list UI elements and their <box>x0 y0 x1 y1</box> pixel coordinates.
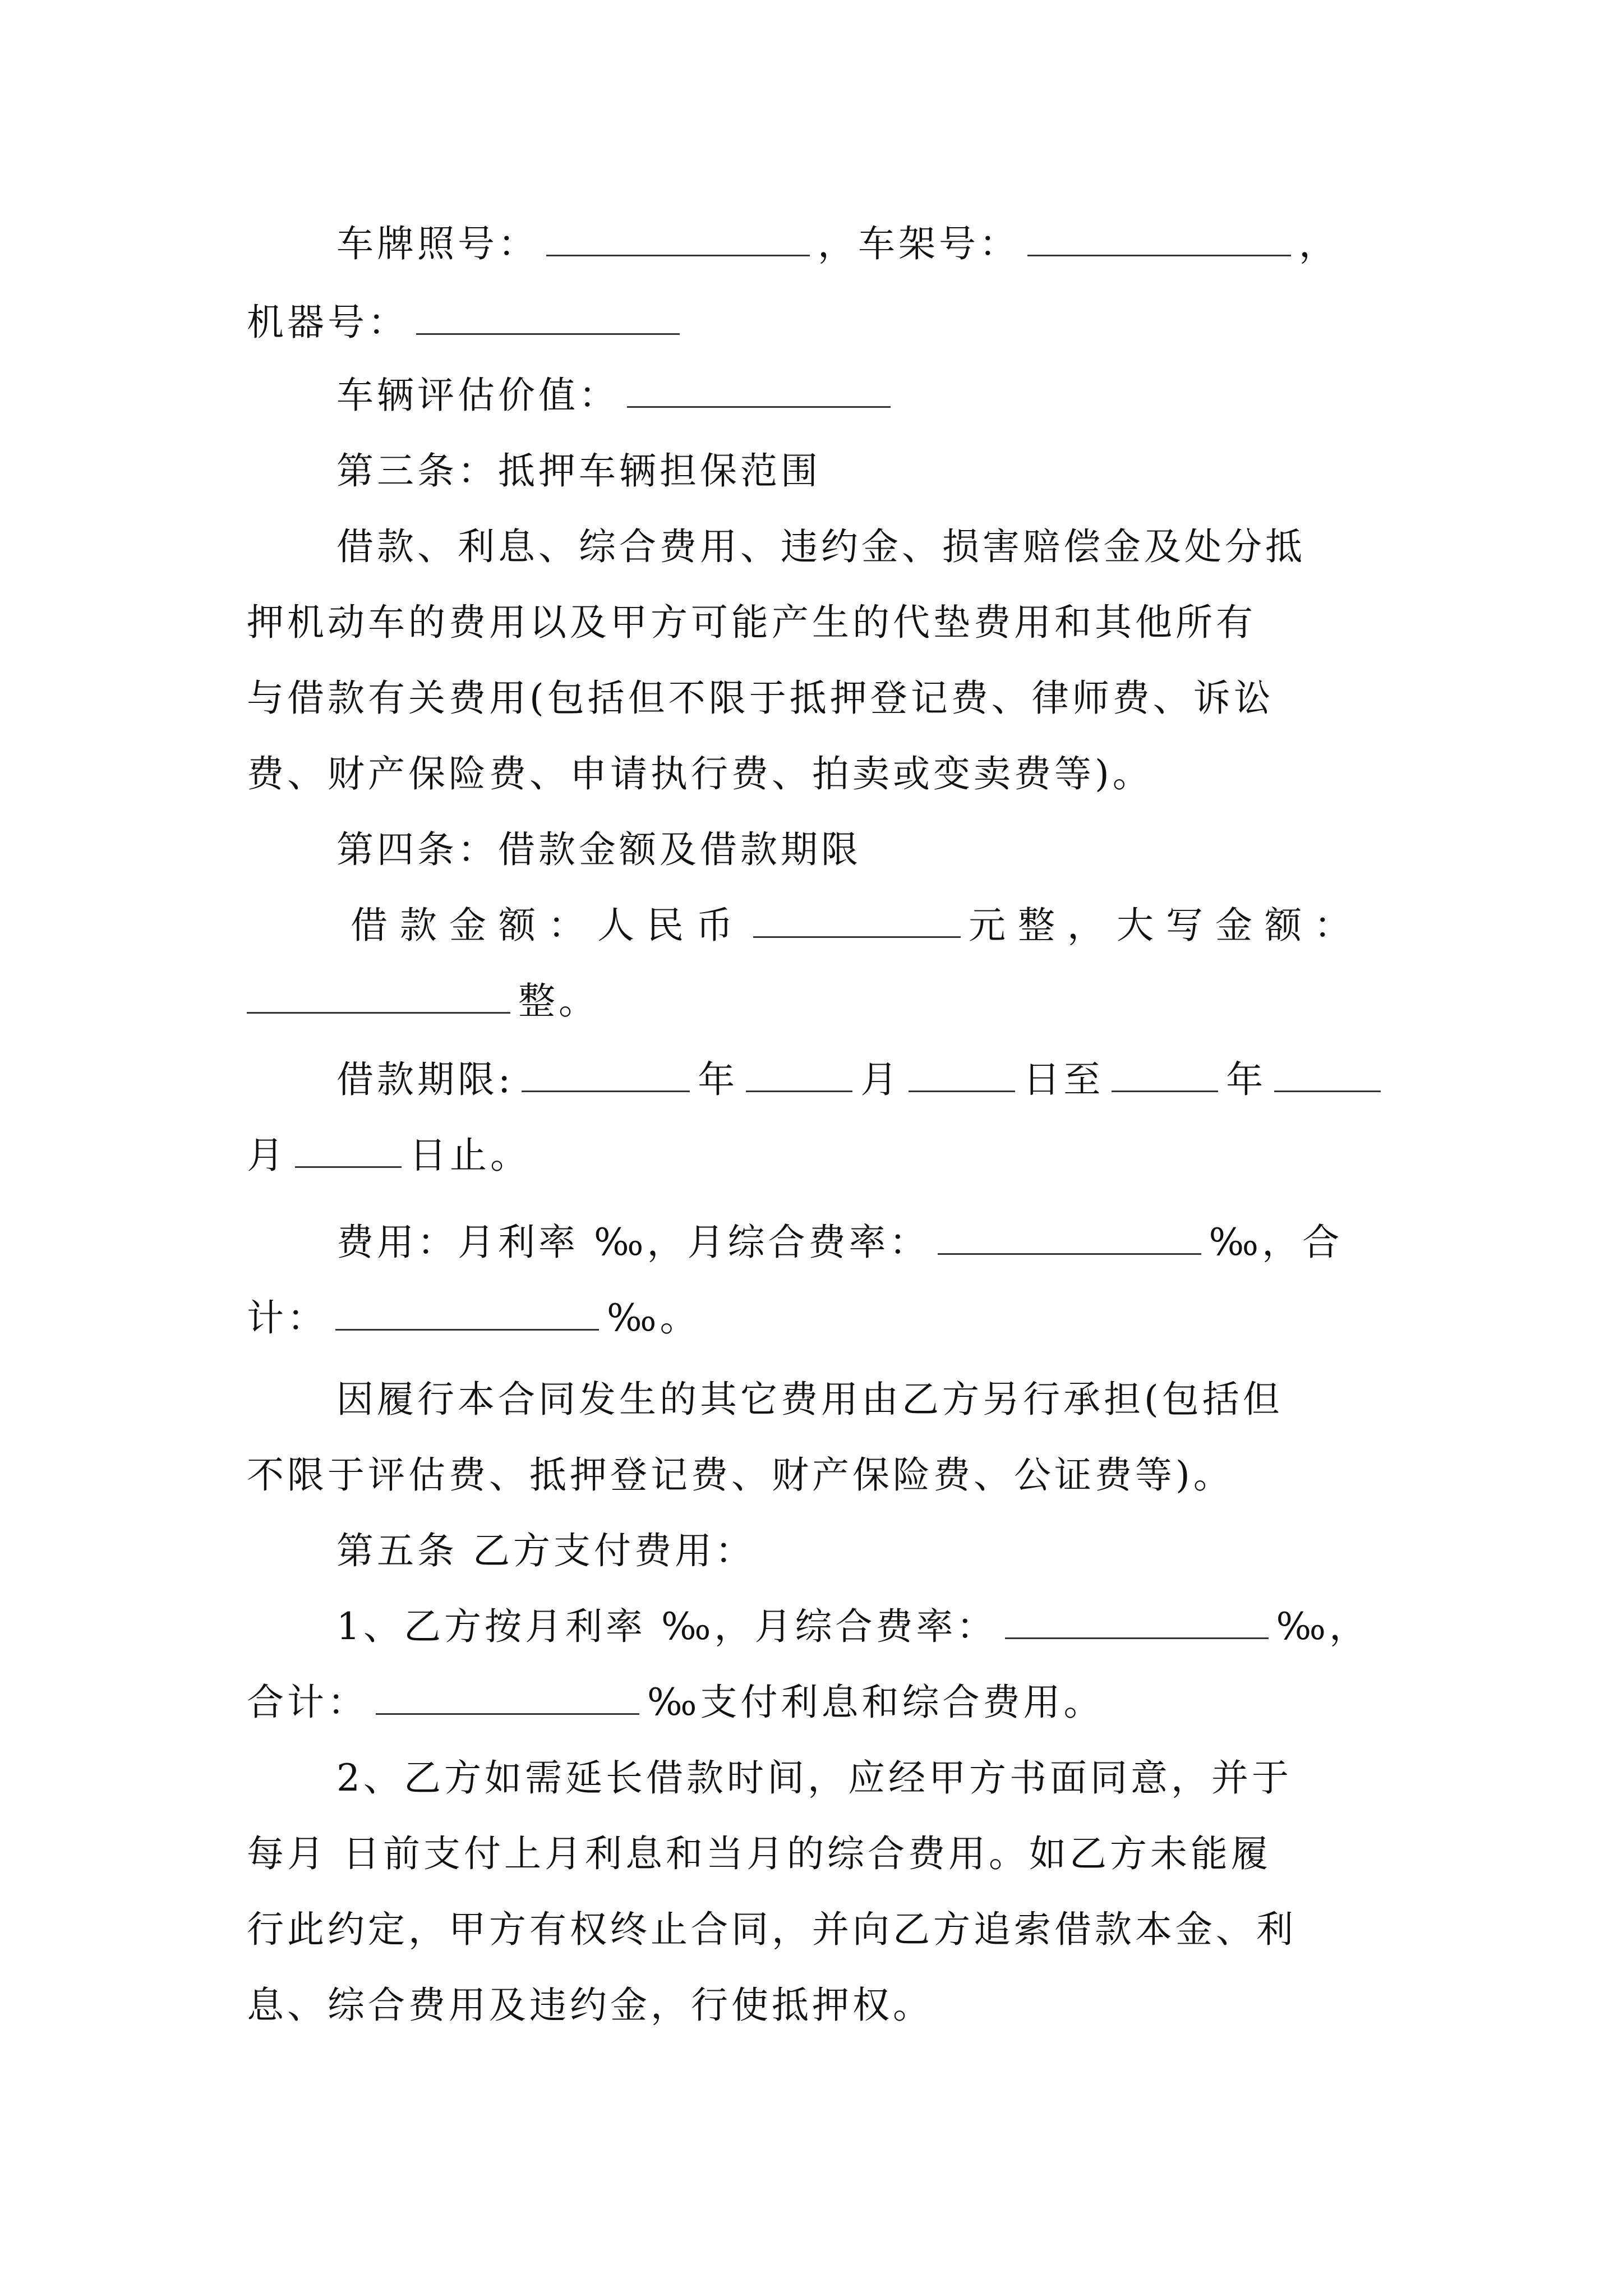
label-year: 年 <box>1226 1058 1267 1101</box>
label-plate-number: 车牌照号： <box>336 222 538 265</box>
label-amount-in-words: 元整，大写金额： <box>969 904 1363 947</box>
line-loan-amount <box>351 898 1363 954</box>
line-loan-term <box>336 1052 1389 1108</box>
blank-plate-number <box>546 220 810 256</box>
label-year: 年 <box>698 1058 739 1101</box>
blank-end-month <box>1274 1056 1381 1092</box>
label-total: 计： <box>247 1296 328 1340</box>
paragraph-line: 费、财产保险费、申请执行费、拍卖或变卖费等)。 <box>247 752 1153 795</box>
blank-start-day <box>909 1056 1015 1092</box>
paragraph-line: 借款、利息、综合费用、违约金、损害赔偿金及处分抵 <box>336 525 1306 568</box>
line-engine-number <box>247 295 688 351</box>
trailing-comma: ， <box>1299 222 1339 265</box>
label-vehicle-value: 车辆评估价值： <box>336 374 619 417</box>
blank-total-rate <box>335 1294 599 1331</box>
label-month: 月 <box>860 1058 901 1101</box>
heading-article-4: 第四条：借款金额及借款期限 <box>336 828 861 871</box>
line-amount-in-words <box>247 973 599 1029</box>
label-loan-amount: 借款金额：人民币 <box>351 904 745 947</box>
blank-loan-amount <box>753 901 961 938</box>
blank-amount-in-words <box>247 977 510 1014</box>
paragraph-line: 息、综合费用及违约金，行使抵押权。 <box>247 1984 933 2027</box>
label-day-to: 日至 <box>1023 1058 1104 1101</box>
label-frame-number: ，车架号： <box>818 222 1020 265</box>
blank-end-year <box>1112 1056 1218 1092</box>
paragraph-line: 每月 日前支付上月利息和当月的综合费用。如乙方未能履 <box>247 1832 1271 1875</box>
blank-frame-number <box>1027 220 1291 256</box>
paragraph-line: 押机动车的费用以及甲方可能产生的代垫费用和其他所有 <box>247 601 1256 644</box>
line-payment-total <box>247 1674 1104 1731</box>
blank-start-month <box>746 1056 852 1092</box>
line-fees-total <box>247 1290 700 1346</box>
blank-vehicle-value <box>627 371 891 408</box>
blank-engine-number <box>416 298 680 335</box>
label-permille-total: ‰，合 <box>1209 1221 1343 1264</box>
blank-payment-total <box>376 1678 639 1715</box>
label-zheng: 整。 <box>518 979 599 1023</box>
paragraph-line: 与借款有关费用(包括但不限于抵押登记费、律师费、诉讼 <box>247 677 1274 720</box>
paragraph-line: 行此约定，甲方有权终止合同，并向乙方追索借款本金、利 <box>247 1908 1297 1951</box>
label-loan-term: 借款期限: <box>336 1058 514 1101</box>
blank-start-year <box>522 1056 690 1092</box>
blank-end-day <box>295 1131 402 1168</box>
label-total: 合计： <box>247 1681 368 1724</box>
label-day-end: 日止。 <box>409 1134 531 1177</box>
label-engine-number: 机器号： <box>247 301 408 344</box>
line-vehicle-value <box>336 367 898 424</box>
blank-fee-rate <box>938 1218 1201 1255</box>
label-permille: ‰。 <box>607 1296 700 1340</box>
paragraph-line: 因履行本合同发生的其它费用由乙方另行承担(包括但 <box>336 1378 1283 1421</box>
label-payment-text: ‰支付利息和综合费用。 <box>647 1681 1104 1724</box>
label-month: 月 <box>247 1134 287 1177</box>
heading-article-3: 第三条：抵押车辆担保范围 <box>336 449 821 493</box>
paragraph-line: 2、乙方如需延长借款时间，应经甲方书面同意，并于 <box>336 1756 1292 1800</box>
line-loan-term-end <box>247 1128 531 1184</box>
line-fees <box>336 1214 1343 1271</box>
blank-payment-fee-rate <box>1005 1603 1269 1639</box>
label-fees-rate: 费用：月利率 ‰，月综合费率： <box>336 1221 930 1264</box>
label-payment-rate: 1、乙方按月利率 ‰，月综合费率： <box>336 1605 997 1648</box>
label-permille: ‰， <box>1276 1605 1370 1648</box>
heading-article-5: 第五条 乙方支付费用： <box>336 1529 755 1572</box>
line-payment-rate <box>336 1599 1370 1655</box>
line-plate-frame-number <box>336 216 1339 272</box>
paragraph-line: 不限于评估费、抵押登记费、财产保险费、公证费等)。 <box>247 1453 1234 1497</box>
